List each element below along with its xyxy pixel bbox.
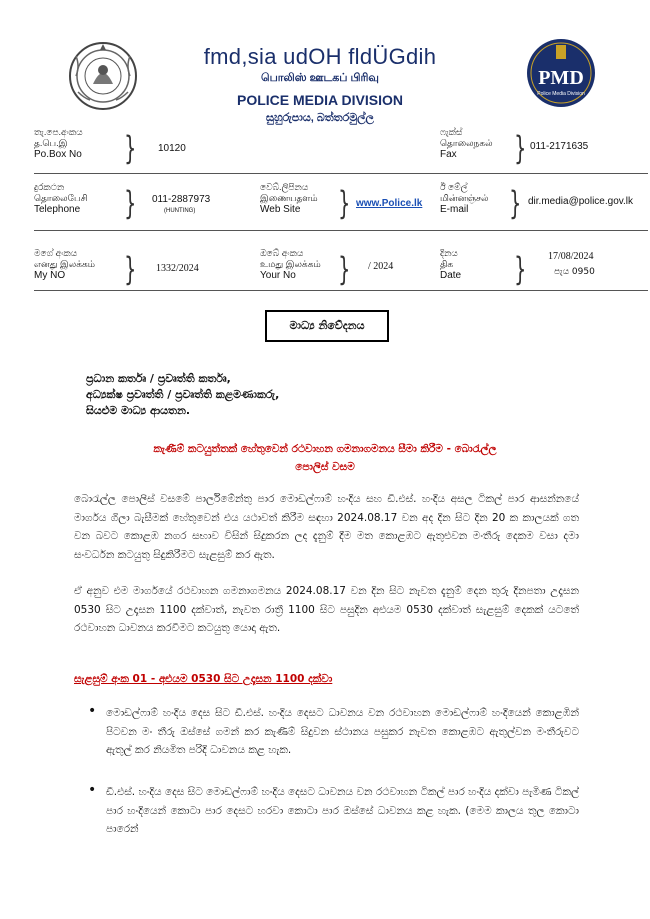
divider [34,230,648,231]
header-title-sinhala: fmd,sia udOH fldÜGdih [203,44,437,69]
date-value: 17/08/2024 [548,251,594,262]
header-location: සුහුරුපාය, බත්තරමුල්ල [266,112,374,124]
bullet-item-2: ඩී.එස්. හංදිය දෙස සිට මොඩල්ෆාම් හංදිය දෙසට ධාවනය වන රථවාහන ටිකල් පාර හංදිය දක්වා පැමිණ ටිකල් පාර හංදියෙන් කොටා පාර දෙසට හරවා කොටා පාර ඔස්සේ ධාවනය කළ හැක. (මෙම කාලය තුල කොටා පාරෙන් [106,786,579,835]
fax-value: 011-2171635 [530,141,589,152]
bullet-icon: • [88,703,97,719]
your-number-value: / 2024 [368,261,394,272]
fax-label: ෆැක්ස් தொலைநகல் Fax [440,127,493,160]
my-number-value: 1332/2024 [156,263,199,274]
my-number-label: මගේ අංකය எனது இலக்கம் My NO [34,248,96,281]
email-value: dir.media@police.gov.lk [528,196,634,207]
brace-icon: } [124,250,137,288]
website-label: වෙබ්.ලිපිනය இணையதளம் Web Site [260,182,318,215]
notice-heading: කැණීම් කටයුත්තක් හේතුවෙන් රථවාහන ගමනාගමනය සීමා කිරීම - බොරැල්ල පොලිස් වසම [153,443,497,473]
pmd-logo-icon [522,37,600,109]
bullet-icon: • [88,782,97,798]
time-value: පැය 0950 [554,267,595,277]
addressee-line: සියළුම මාධ්‍ය ආයතන. [86,404,191,417]
body-paragraph-1: බොරැල්ල පොලිස් වසමේ පාර්ලිමේන්තු පාර මොඩල්ෆාම් හංදිය සහ ඩී.එස්. හංදිය අසල ටිකල් පාර ආසන්නයේ මාර්ගය ගිලා බැසීමක් හේතුවෙන් එය යථාවත් කිරීම සඳහා 2024.08.17 වන අද දින සිට දින 20 ක කාලයක් ගත වන බවට කොළඹ නගර සභාව විසින් සිදුකරන ලද දැනුම් දීම මත කොළඹට ඇතුළුවන මංතීරු දෙකම වසා දමා සංවර්ධන කටයුතු සිදුකිරීමට සැළසුම් කර ඇත. [74,493,579,561]
pobox-label: තැ.පෙ.අංකය த.பெ.இ Po.Box No [34,127,83,160]
telephone-value: 011-2887973 [152,194,211,205]
brace-icon: } [338,250,351,288]
header-title-tamil: பொலிஸ் ஊடகப் பிரிவு [261,72,379,84]
addressee-list [86,371,279,419]
header-title-english: POLICE MEDIA DIVISION [237,92,403,108]
brace-icon: } [338,184,351,222]
addressee-line: අධ්‍යක්ෂ ප්‍රවෘත්ති / ප්‍රවෘත්ති කළමණාකරු, [86,388,280,401]
body-paragraph-2: ඒ අනුව එම මාර්ගයේ රථවාහන ගමනාගමනය 2024.08.17 වන දින සිට නැවත දැනුම් දෙන තුරු දිනපතා උදෑසන 0530 සිට උදෑසන 1100 දක්වාත්, නැවත රාත්‍රී 1100 සිට පසුදින අළුයම 0530 දක්වාත් සැළසුම් දෙකක් යටතේ රථවාහන ධාවනය කරවීමට කටයුතු යොදා ඇත. [74,585,579,634]
brace-icon: } [509,184,522,222]
brace-icon: } [124,129,137,167]
pmd-logo-subtext: Police Media Division [537,91,585,97]
telephone-note: (HUNTING) [164,208,196,214]
website-link[interactable]: www.Police.lk [356,198,423,209]
media-notice-label: මාධ්‍ය නිවේදනය [265,310,389,342]
brace-icon: } [124,184,137,222]
police-crest-icon [68,40,138,112]
pmd-logo-text: PMD [538,67,584,89]
divider [34,173,648,174]
divider [34,290,648,291]
brace-icon: } [514,250,527,288]
brace-icon: } [514,129,527,167]
date-label: දිනය திக Date [440,248,462,281]
telephone-label: දුරකථන தொலைபேசி Telephone [34,182,88,215]
bullet-item-1: මොඩල්ෆාම් හංදිය දෙස සිට ඩී.එස්. හංදිය දෙසට ධාවනය වන රථවාහන මොඩල්ෆාම් හංදියෙන් කොළඹින් පිටවන මං තීරු ඔස්සේ ගමන් කර කැණීම් සිදුවන ස්ථානය පසුකර නැවත කොළඹට ඇතුල්වන මංතීරුවට ඇතුල් කර නියමිත පරිදි ධාවනය කළ හැක. [106,707,579,756]
your-number-label: ඔබේ අංකය உமது இலக்கம் Your No [260,248,321,281]
pobox-value: 10120 [158,143,186,154]
plan-1-title: සැළසුම් අංක 01 - අළුයම 0530 සිට උදෑසන 1100 දක්වා [74,673,333,685]
addressee-line: ප්‍රධාන කර්තෘ / ප්‍රවෘත්ති කර්තෘ, [86,372,231,385]
email-label: ඊ මේල් மின்னஞ்சல் E-mail [440,182,489,215]
